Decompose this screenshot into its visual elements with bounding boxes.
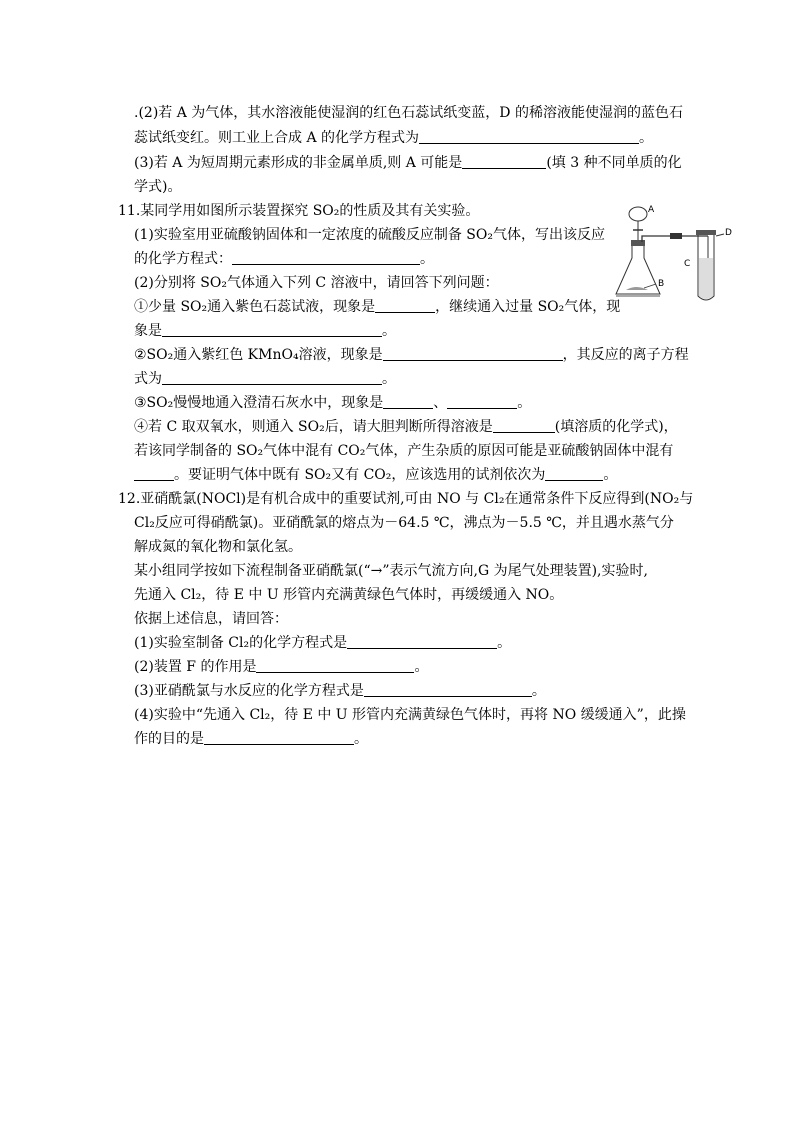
q12-part4-line2: 作的目的是 。 xyxy=(134,731,368,747)
q12-part2: (2)装置 F 的作用是 。 xyxy=(134,659,429,675)
label-d: D xyxy=(725,228,732,238)
conical-flask xyxy=(616,246,660,294)
q11-part1-line1: (1)实验室用亚硫酸钠固体和一定浓度的硫酸反应制备 SO₂气体，写出该反应 xyxy=(134,227,605,243)
label-a: A xyxy=(648,205,655,215)
q10-part3-line2: 学式)。 xyxy=(134,179,182,195)
q10-part3-line1: (3)若 A 为短周期元素形成的非金属单质,则 A 可能是 (填 3 种不同单质的化 xyxy=(134,155,682,171)
q11-stem: 11.某同学用如图所示装置探究 SO₂的性质及其有关实验。 xyxy=(118,203,480,219)
q11-part1-line2: 的化学方程式： 。 xyxy=(134,251,434,267)
label-c: C xyxy=(684,259,691,269)
q11-part2-line1: (2)分别将 SO₂气体通入下列 C 溶液中，请回答下列问题： xyxy=(134,275,499,291)
q11-sub3: ③SO₂慢慢地通入澄清石灰水中，现象是 、 。 xyxy=(134,395,532,411)
answer-blank[interactable] xyxy=(383,346,563,361)
q11-sub4-line2: 若该同学制备的 SO₂气体中混有 CO₂气体，产生杂质的原因可能是亚硫酸钠固体中混有 xyxy=(134,443,674,459)
q12-part3: (3)亚硝酰氯与水反应的化学方程式是 。 xyxy=(134,683,546,699)
q11-sub4-line3: 。要证明气体中既有 SO₂又有 CO₂，应该选用的试剂依次为 。 xyxy=(134,466,617,484)
q12-line5: 先通入 Cl₂，待 E 中 U 形管内充满黄绿色气体时，再缓缓通入 NO。 xyxy=(134,587,564,603)
answer-blank[interactable] xyxy=(256,658,414,673)
answer-blank[interactable] xyxy=(375,298,435,313)
q12-line1: 12.亚硝酰氯(NOCl)是有机合成中的重要试剂,可由 NO 与 Cl₂在通常条件下反应得到(NO₂与 xyxy=(118,491,694,507)
answer-blank[interactable] xyxy=(447,394,517,409)
q12-line6: 依据上述信息，请回答： xyxy=(134,611,288,627)
separatory-funnel xyxy=(629,207,647,221)
answer-blank[interactable] xyxy=(162,322,382,337)
answer-blank[interactable] xyxy=(162,370,382,385)
answer-blank[interactable] xyxy=(347,634,497,649)
q11-sub1-line2: 象是 。 xyxy=(134,323,396,339)
answer-blank[interactable] xyxy=(419,129,639,144)
q12-line4: 某小组同学按如下流程制备亚硝酰氯(“→”表示气流方向,G 为尾气处理装置),实验时, xyxy=(134,563,648,579)
apparatus-diagram xyxy=(610,200,740,305)
q11-sub2-line1: ②SO₂通入紫红色 KMnO₄溶液，现象是 ，其反应的离子方程 xyxy=(134,347,689,363)
q12-part4-line1: (4)实验中“先通入 Cl₂，待 E 中 U 形管内充满黄绿色气体时，再将 NO 缓缓通入”，此操 xyxy=(134,707,686,723)
answer-blank[interactable] xyxy=(545,466,603,481)
answer-blank[interactable] xyxy=(493,418,555,433)
answer-blank[interactable] xyxy=(204,730,354,745)
q11-sub1-line1: ①少量 SO₂通入紫色石蕊试液，现象是 ，继续通入过量 SO₂气体，现 xyxy=(134,299,621,315)
answer-blank[interactable] xyxy=(383,394,433,409)
q11-sub4-line1: ④若 C 取双氧水，则通入 SO₂后，请大胆判断所得溶液是 (填溶质的化学式)， xyxy=(134,419,678,435)
answer-blank[interactable] xyxy=(232,250,420,265)
answer-blank[interactable] xyxy=(364,682,532,697)
answer-blank[interactable] xyxy=(462,154,546,169)
label-b: B xyxy=(658,279,665,289)
q10-part2-line1: .(2)若 A 为气体，其水溶液能使湿润的红色石蕊试纸变蓝，D 的稀溶液能使湿润的蓝色石 xyxy=(134,105,683,121)
q10-part2-line2: 蕊试纸变红。则工业上合成 A 的化学方程式为 。 xyxy=(134,130,654,146)
q12-line3: 解成氮的氧化物和氯化氢。 xyxy=(134,539,302,555)
q11-sub2-line2: 式为 。 xyxy=(134,371,396,387)
answer-blank[interactable] xyxy=(134,466,174,481)
q12-line2: Cl₂反应可得硝酰氯)。亚硝酰氯的熔点为－64.5 ℃，沸点为－5.5 ℃，并且遇水蒸气分 xyxy=(134,515,674,531)
q12-part1: (1)实验室制备 Cl₂的化学方程式是 。 xyxy=(134,635,512,651)
